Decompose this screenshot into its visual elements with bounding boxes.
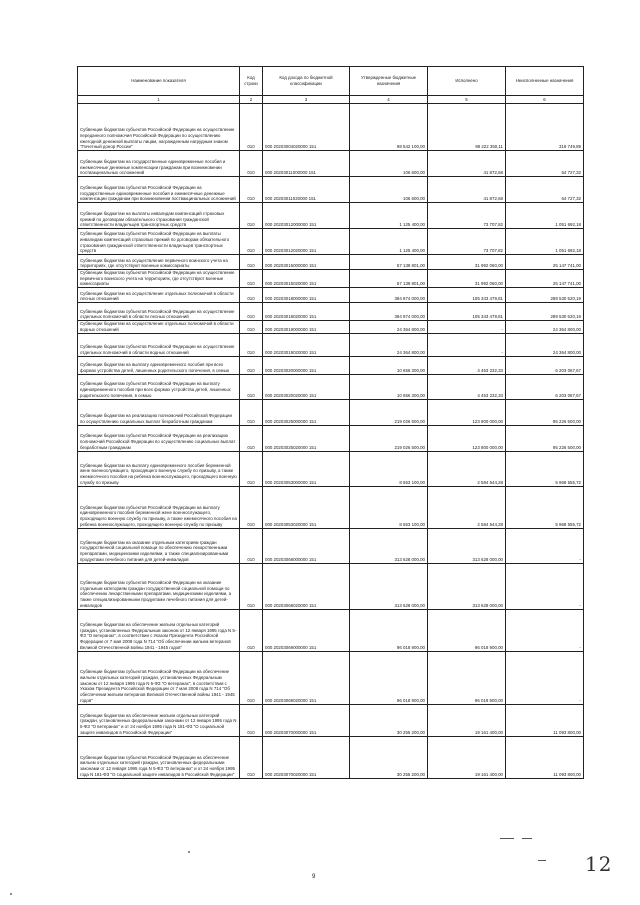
row-name-cell: Субвенции бюджетам на обеспечение жильем отдельных категорий граждан, установленных федеральными законами от 12 января 1995 года N 5-ФЗ "О ветеранах" и от 24 ноября 1995 года N 181-ФЗ "О социальной защите инвалидов в Российской Федерации" [78,704,240,736]
row-name-cell: Субвенции бюджетам субъектов Российской Федерации на выплаты инвалидам компенсаций страховых премий по договорам обязательного страхования гражданской ответственности владельцев транспортных средств [78,229,240,255]
header-unexecuted: Неисполненные назначения [506,67,584,96]
page-number: 9 [312,874,316,880]
row-name-cell: Субвенции бюджетам на государственные единовременные пособия и ежемесячные денежные компенсации гражданам при возникновении поствакцинальных осложнений [78,151,240,177]
row-income-code-cell: 000 20203012020000 151 [263,229,350,255]
table-row [78,203,584,229]
table-row [78,736,584,778]
scan-speck [10,893,12,895]
row-unexecuted-cell: 6 203 067,67 [506,356,584,374]
row-line-code-cell: 010 [240,303,263,321]
table-row [78,151,584,177]
table-row [78,104,584,151]
row-unexecuted-cell: 25 147 741,00 [506,255,584,270]
column-number-row [78,96,584,104]
row-unexecuted-cell: 24 364 800,00 [506,333,584,356]
row-executed-cell: 98 222 350,11 [428,104,506,151]
header-name: Наименование показателя [78,67,240,96]
row-executed-cell: 123 800 000,00 [428,425,506,451]
col-number: 3 [263,96,350,104]
row-unexecuted-cell: 11 093 800,00 [506,736,584,778]
row-name-cell: Субвенции бюджетам субъектов Российской Федерации на осуществление отдельных полномочий в области водных отношений [78,333,240,356]
row-approved-cell: 106 600,00 [350,151,428,177]
row-approved-cell: 313 628 000,00 [350,563,428,609]
row-income-code-cell: 000 20203025000000 151 [263,399,350,425]
row-approved-cell: 219 026 500,00 [350,425,428,451]
row-unexecuted-cell: 289 530 520,19 [506,303,584,321]
col-number: 6 [506,96,584,104]
row-name-cell: Субвенции бюджетам на оказание отдельным категориям граждан государственной социальной помощи по обеспечению лекарственными препаратами, медицинскими изделиями, а также специализированными продуктами лечебного питания для детей-инвалидов [78,528,240,563]
row-executed-cell: - [428,321,506,333]
header-income-code: Код дохода по бюджетной классификации [263,67,350,96]
row-name-cell: Субвенции бюджетам субъектов Российской Федерации на выплату единовременного пособия беременной жене военнослужащего, проходящего военную службу по призыву, а также ежемесячного пособия на ребенка военнослужащего, проходящего военную службу по призыву [78,486,240,528]
row-line-code-cell: 010 [240,270,263,288]
row-line-code-cell: 010 [240,609,263,651]
row-approved-cell: 1 125 400,00 [350,203,428,229]
row-executed-cell: 73 707,82 [428,229,506,255]
row-name-cell: Субвенции бюджетам на осуществление отдельных полномочий в области лесных отношений [78,288,240,303]
table-row [78,374,584,399]
table-row [78,288,584,303]
col-number: 4 [350,96,428,104]
row-line-code-cell: 010 [240,399,263,425]
row-unexecuted-cell: 24 364 800,00 [506,321,584,333]
row-line-code-cell: 010 [240,563,263,609]
row-executed-cell: 105 343 479,81 [428,288,506,303]
row-income-code-cell: 000 20203020020000 151 [263,374,350,399]
row-approved-cell: 98 542 100,00 [350,104,428,151]
row-income-code-cell: 000 20203053020000 151 [263,486,350,528]
table-row [78,356,584,374]
row-executed-cell: 2 584 544,28 [428,451,506,486]
table-body [78,104,584,779]
row-approved-cell: 8 553 100,00 [350,451,428,486]
row-income-code-cell: 000 20203018000000 151 [263,288,350,303]
row-name-cell: Субвенции бюджетам на выплату единовременного пособия беременной жене военнослужащего, проходящего военную службу по призыву, а также ежемесячного пособия на ребенка военнослужащего, проходящего военную службу по призыву [78,451,240,486]
row-unexecuted-cell: - [506,651,584,704]
row-income-code-cell: 000 20203011000000 151 [263,151,350,177]
row-executed-cell: 96 018 900,00 [428,609,506,651]
row-executed-cell: 31 992 060,00 [428,255,506,270]
row-line-code-cell: 010 [240,255,263,270]
row-executed-cell: 41 872,68 [428,177,506,203]
row-line-code-cell: 010 [240,288,263,303]
row-income-code-cell: 000 20203004020000 151 [263,104,350,151]
row-approved-cell: 394 874 000,00 [350,303,428,321]
row-income-code-cell: 000 20203018020000 151 [263,303,350,321]
table-row [78,333,584,356]
col-number: 1 [78,96,240,104]
header-approved: Утвержденные бюджетные назначения [350,67,428,96]
table-row [78,651,584,704]
row-unexecuted-cell: 289 530 520,19 [506,288,584,303]
row-unexecuted-cell: 64 727,32 [506,177,584,203]
row-line-code-cell: 010 [240,151,263,177]
row-line-code-cell: 010 [240,528,263,563]
row-line-code-cell: 010 [240,451,263,486]
row-approved-cell: 219 026 500,00 [350,399,428,425]
row-executed-cell: 19 161 400,00 [428,736,506,778]
row-unexecuted-cell: - [506,528,584,563]
header-executed: Исполнено [428,67,506,96]
row-unexecuted-cell: 1 051 692,18 [506,229,584,255]
table-row [78,399,584,425]
table-row [78,229,584,255]
row-name-cell: Субвенции бюджетам субъектов Российской Федерации на обеспечение жильем отдельных категорий граждан, установленных федеральными законами от 12 января 1995 года N 5-ФЗ "О ветеранах" и от 24 ноября 1995 года N 181-ФЗ "О социальной защите инвалидов в Российской Федерации" [78,736,240,778]
table-row [78,528,584,563]
row-income-code-cell: 000 20203015020000 151 [263,270,350,288]
row-unexecuted-cell: - [506,563,584,609]
row-approved-cell: 10 656 300,00 [350,356,428,374]
row-executed-cell: 123 800 000,00 [428,399,506,425]
col-number: 5 [428,96,506,104]
row-income-code-cell: 000 20203012000000 151 [263,203,350,229]
row-approved-cell: 1 125 400,00 [350,229,428,255]
row-income-code-cell: 000 20203053000000 151 [263,451,350,486]
row-unexecuted-cell: 319 749,89 [506,104,584,151]
row-approved-cell: 313 628 000,00 [350,528,428,563]
row-approved-cell: 96 018 900,00 [350,609,428,651]
scan-mark [538,860,546,861]
row-line-code-cell: 010 [240,229,263,255]
row-line-code-cell: 010 [240,177,263,203]
row-line-code-cell: 010 [240,651,263,704]
table-header-row [78,67,584,96]
row-unexecuted-cell: 6 203 067,67 [506,374,584,399]
row-unexecuted-cell: - [506,609,584,651]
row-executed-cell: - [428,333,506,356]
row-income-code-cell: 000 20203011020000 151 [263,177,350,203]
row-executed-cell: 31 992 060,00 [428,270,506,288]
row-income-code-cell: 000 20203069020000 151 [263,651,350,704]
row-executed-cell: 2 584 544,28 [428,486,506,528]
row-approved-cell: 96 018 900,00 [350,651,428,704]
row-name-cell: Субвенции бюджетам субъектов Российской Федерации на осуществление отдельных полномочий в области лесных отношений [78,303,240,321]
table-row [78,303,584,321]
row-income-code-cell: 000 20203069000000 151 [263,609,350,651]
row-approved-cell: 10 656 300,00 [350,374,428,399]
row-income-code-cell: 000 20203019000000 151 [263,321,350,333]
row-name-cell: Субвенции бюджетам на обеспечение жильем отдельных категорий граждан, установленных Федеральным законом от 12 января 1995 года N 5-ФЗ "О ветеранах", в соответствии с Указом Президента Российской Федерации от 7 мая 2008 года N 714 "Об обеспечении жильем ветеранов Великой Отечественной войны 1941 - 1945 годов" [78,609,240,651]
row-income-code-cell: 000 20203020000000 151 [263,356,350,374]
table-row [78,451,584,486]
budget-execution-table [77,66,584,779]
col-number: 2 [240,96,263,104]
row-line-code-cell: 010 [240,374,263,399]
table-row [78,704,584,736]
row-unexecuted-cell: 5 968 555,72 [506,486,584,528]
header-line-code: Код строки [240,67,263,96]
row-name-cell: Субвенции бюджетам субъектов Российской Федерации на выплату единовременного пособия при всех формах устройства детей, лишенных родительского попечения, в семью [78,374,240,399]
row-approved-cell: 30 255 200,00 [350,736,428,778]
row-income-code-cell: 000 20203015000000 151 [263,255,350,270]
row-approved-cell: 24 364 800,00 [350,321,428,333]
row-unexecuted-cell: 25 147 741,00 [506,270,584,288]
row-line-code-cell: 010 [240,321,263,333]
row-approved-cell: 394 874 000,00 [350,288,428,303]
row-name-cell: Субвенции бюджетам субъектов Российской Федерации на реализацию полномочий Российской Федерации по осуществлению социальных выплат безработным гражданам [78,425,240,451]
row-executed-cell: 105 343 479,81 [428,303,506,321]
row-income-code-cell: 000 20203070000000 151 [263,704,350,736]
table-row [78,270,584,288]
row-name-cell: Субвенции бюджетам на выплаты инвалидам компенсаций страховых премий по договорам обязательного страхования гражданской ответственности владельцев транспортных средств [78,203,240,229]
row-executed-cell: 96 018 900,00 [428,651,506,704]
row-approved-cell: 30 255 200,00 [350,704,428,736]
handwritten-page-stamp: 12 [585,852,613,876]
row-unexecuted-cell: 1 051 692,18 [506,203,584,229]
row-unexecuted-cell: 64 727,32 [506,151,584,177]
scan-mark [500,838,514,839]
row-executed-cell: 73 707,82 [428,203,506,229]
table-row [78,255,584,270]
row-executed-cell: 4 453 232,33 [428,374,506,399]
row-name-cell: Субвенции бюджетам на осуществление отдельных полномочий в области водных отношений [78,321,240,333]
row-line-code-cell: 010 [240,333,263,356]
row-name-cell: Субвенции бюджетам субъектов Российской Федерации на осуществление первичного воинского учета на территориях, где отсутствуют военные комиссариаты [78,270,240,288]
row-income-code-cell: 000 20203019020000 151 [263,333,350,356]
scan-speck [188,851,190,853]
row-income-code-cell: 000 20203070020000 151 [263,736,350,778]
row-approved-cell: 106 600,00 [350,177,428,203]
row-name-cell: Субвенции бюджетам на выплату единовременного пособия при всех формах устройства детей, лишенных родительского попечения, в семью [78,356,240,374]
row-unexecuted-cell: 5 968 555,72 [506,451,584,486]
row-unexecuted-cell: 11 093 800,00 [506,704,584,736]
row-name-cell: Субвенции бюджетам субъектов Российской Федерации на обеспечение жильем отдельных категорий граждан, установленных Федеральным законом от 12 января 1995 года N 5-ФЗ "О ветеранах", в соответствии с Указом Президента Российской Федерации от 7 мая 2008 года N 714 "Об обеспечении жильем ветеранов Великой Отечественной войны 1941 - 1945 годов" [78,651,240,704]
table-row [78,486,584,528]
row-line-code-cell: 010 [240,203,263,229]
row-approved-cell: 8 553 100,00 [350,486,428,528]
row-name-cell: Субвенции бюджетам на осуществление первичного воинского учета на территориях, где отсутствуют военные комиссариаты [78,255,240,270]
table-row [78,609,584,651]
row-line-code-cell: 010 [240,736,263,778]
table-row [78,177,584,203]
row-executed-cell: 41 872,68 [428,151,506,177]
row-executed-cell: 4 453 232,33 [428,356,506,374]
row-line-code-cell: 010 [240,356,263,374]
table-row [78,321,584,333]
row-line-code-cell: 010 [240,704,263,736]
row-name-cell: Субвенции бюджетам субъектов Российской Федерации на оказание отдельным категориям граждан государственной социальной помощи по обеспечению лекарственными препаратами, медицинскими изделиями, а также специализированными продуктами лечебного питания для детей-инвалидов [78,563,240,609]
row-approved-cell: 57 139 801,00 [350,255,428,270]
table-row [78,425,584,451]
row-unexecuted-cell: 95 226 500,00 [506,425,584,451]
row-approved-cell: 57 139 801,00 [350,270,428,288]
row-line-code-cell: 010 [240,425,263,451]
row-executed-cell: 313 628 000,00 [428,528,506,563]
row-income-code-cell: 000 20203068020000 151 [263,563,350,609]
row-income-code-cell: 000 20203025020000 151 [263,425,350,451]
row-income-code-cell: 000 20203068000000 151 [263,528,350,563]
scan-mark [522,838,532,839]
row-executed-cell: 313 628 000,00 [428,563,506,609]
table-row [78,563,584,609]
row-name-cell: Субвенции бюджетам субъектов Российской Федерации на осуществление переданного полномочия Российской Федерации по осуществлению ежегодной денежной выплаты лицам, награжденным нагрудным знаком "Почетный донор России" [78,104,240,151]
row-line-code-cell: 010 [240,104,263,151]
row-line-code-cell: 010 [240,486,263,528]
row-name-cell: Субвенции бюджетам на реализацию полномочий Российской Федерации по осуществлению социальных выплат безработным гражданам [78,399,240,425]
row-unexecuted-cell: 95 226 500,00 [506,399,584,425]
row-approved-cell: 24 364 800,00 [350,333,428,356]
row-executed-cell: 19 161 400,00 [428,704,506,736]
row-name-cell: Субвенции бюджетам субъектов Российской Федерации на государственные единовременные пособия и ежемесячные денежные компенсации гражданам при возникновении поствакцинальных осложнений [78,177,240,203]
